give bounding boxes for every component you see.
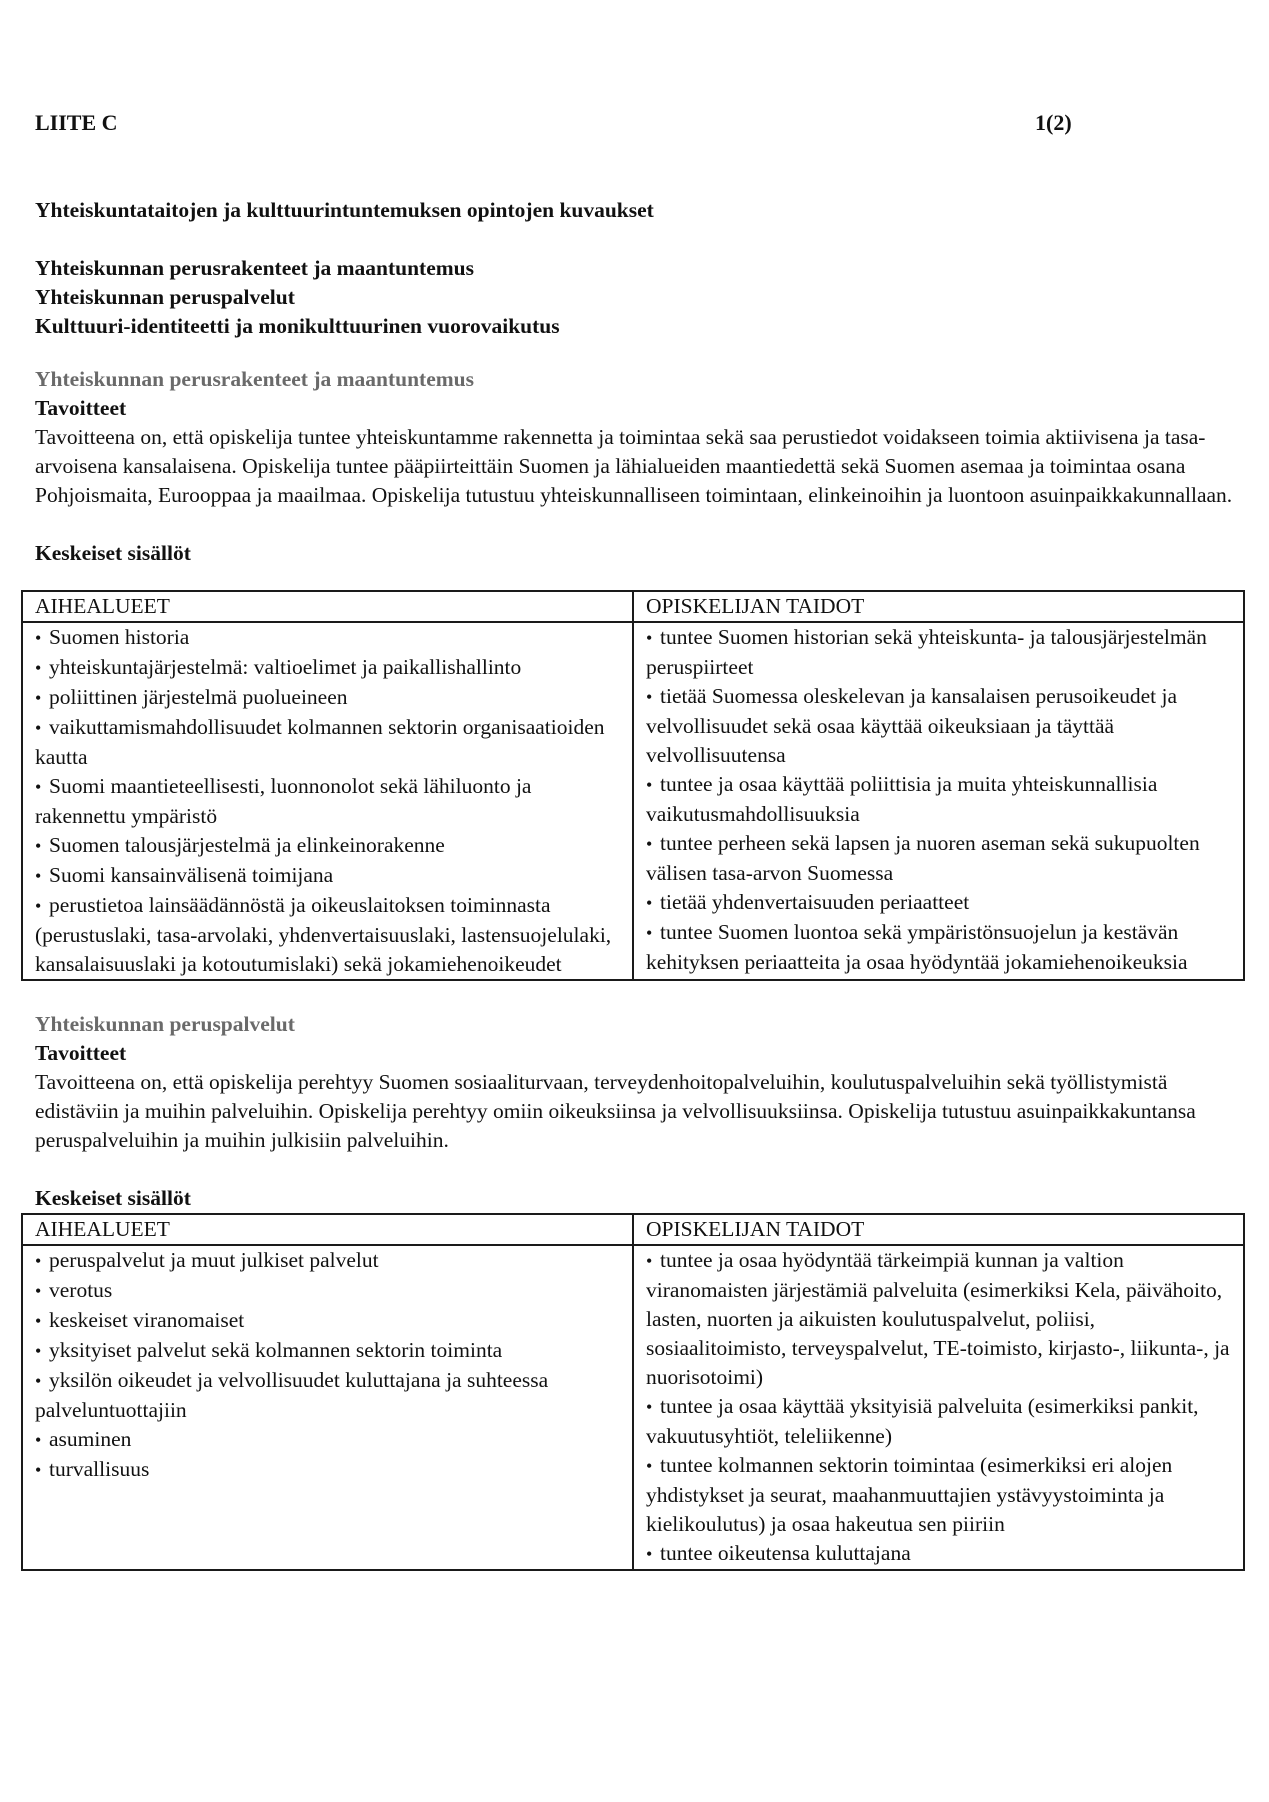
list-item: • Suomen talousjärjestelmä ja elinkeinorakenne <box>35 831 620 861</box>
list-item: • yksityiset palvelut sekä kolmannen sektorin toiminta <box>35 1336 620 1366</box>
column-header-topics: AIHEALUEET <box>22 591 633 622</box>
content-table-2 <box>21 1213 1245 1571</box>
course-list-item: Yhteiskunnan peruspalvelut <box>35 285 295 309</box>
skills-list <box>646 623 1231 977</box>
column-header-topics: AIHEALUEET <box>22 1214 633 1245</box>
list-item: • perustietoa lainsäädännöstä ja oikeuslaitoksen toiminnasta (perustuslaki, tasa-arvolaki, yhdenvertaisuuslaki, lastensuojelulaki, kansalaisuuslaki ja kotoutumislaki) sekä jokamiehenoikeudet <box>35 891 620 979</box>
skills-cell <box>633 1245 1244 1570</box>
skills-cell <box>633 622 1244 980</box>
topics-cell <box>22 1245 633 1570</box>
document-body <box>35 196 1240 1571</box>
course-list-item: Kulttuuri-identiteetti ja monikulttuurinen vuorovaikutus <box>35 314 560 338</box>
content-table-1 <box>21 590 1245 981</box>
goals-text: Tavoitteena on, että opiskelija perehtyy Suomen sosiaaliturvaan, terveydenhoitopalveluihin, koulutuspalveluihin sekä työllistymistä edistäviin ja muihin palveluihin. Opiskelija perehtyy omiin oikeuksiinsa ja velvollisuuksiinsa. Opiskelija tutustuu asuinpaikkakuntansa peruspalveluihin ja muihin julkisiin palveluihin. <box>35 1070 1196 1152</box>
list-item: • yhteiskuntajärjestelmä: valtioelimet ja paikallishallinto <box>35 653 620 683</box>
page-number: 1(2) <box>1035 110 1072 135</box>
content-heading: Keskeiset sisällöt <box>35 541 191 565</box>
list-item: • tuntee ja osaa käyttää poliittisia ja muita yhteiskunnallisia vaikutusmahdollisuuksia <box>646 770 1231 829</box>
section-title: Yhteiskunnan peruspalvelut <box>35 1012 295 1036</box>
topics-list <box>35 1246 620 1485</box>
table-header-row <box>22 591 1244 622</box>
column-header-skills: OPISKELIJAN TAIDOT <box>633 1214 1244 1245</box>
list-item: • tuntee ja osaa käyttää yksityisiä palveluita (esimerkiksi pankit, vakuutusyhtiöt, teleliikenne) <box>646 1392 1231 1451</box>
appendix-label: LIITE C <box>35 110 118 135</box>
course-list-item: Yhteiskunnan perusrakenteet ja maantuntemus <box>35 256 474 280</box>
list-item: • tuntee kolmannen sektorin toimintaa (esimerkiksi eri alojen yhdistykset ja seurat, maahanmuuttajien ystävyystoiminta ja kielikoulutus) ja osaa hakeutua sen piiriin <box>646 1451 1231 1539</box>
list-item: • vaikuttamismahdollisuudet kolmannen sektorin organisaatioiden kautta <box>35 713 620 772</box>
list-item: • tuntee Suomen luontoa sekä ympäristönsuojelun ja kestävän kehityksen periaatteita ja osaa hyödyntää jokamiehenoikeuksia <box>646 918 1231 977</box>
goals-heading: Tavoitteet <box>35 396 127 420</box>
content-heading: Keskeiset sisällöt <box>35 1186 191 1210</box>
list-item: • yksilön oikeudet ja velvollisuudet kuluttajana ja suhteessa palveluntuottajiin <box>35 1366 620 1425</box>
list-item: • asuminen <box>35 1425 620 1455</box>
table-row <box>22 622 1244 980</box>
main-title: Yhteiskuntataitojen ja kulttuurintuntemuksen opintojen kuvaukset <box>35 198 654 222</box>
list-item: • poliittinen järjestelmä puolueineen <box>35 683 620 713</box>
list-item: • tuntee ja osaa hyödyntää tärkeimpiä kunnan ja valtion viranomaisten järjestämiä palveluita (esimerkiksi Kela, päivähoito, lasten, nuorten ja aikuisten koulutuspalvelut, poliisi, sosiaalitoimisto, terveyspalvelut, TE-toimisto, kirjasto-, liikunta-, ja nuorisotoimi) <box>646 1246 1231 1392</box>
list-item: • Suomen historia <box>35 623 620 653</box>
list-item: • tuntee perheen sekä lapsen ja nuoren aseman sekä sukupuolten välisen tasa-arvon Suomessa <box>646 829 1231 888</box>
list-item: • turvallisuus <box>35 1455 620 1485</box>
list-item: • tuntee oikeutensa kuluttajana <box>646 1539 1231 1569</box>
column-header-skills: OPISKELIJAN TAIDOT <box>633 591 1244 622</box>
topics-cell <box>22 622 633 980</box>
list-item: • tuntee Suomen historian sekä yhteiskunta- ja talousjärjestelmän peruspiirteet <box>646 623 1231 682</box>
list-item: • tietää yhdenvertaisuuden periaatteet <box>646 888 1231 918</box>
list-item: • keskeiset viranomaiset <box>35 1306 620 1336</box>
list-item: • verotus <box>35 1276 620 1306</box>
topics-list <box>35 623 620 979</box>
goals-text: Tavoitteena on, että opiskelija tuntee yhteiskuntamme rakennetta ja toimintaa sekä saa perustiedot voidakseen toimia aktiivisena ja tasa-arvoisena kansalaisena. Opiskelija tuntee pääpiirteittäin Suomen ja lähialueiden maantiedettä sekä Suomen asemaa ja toimintaa osana Pohjoismaita, Eurooppaa ja maailmaa. Opiskelija tutustuu yhteiskunnalliseen toimintaan, elinkeinoihin ja luontoon asuinpaikkakunnallaan. <box>35 425 1233 507</box>
goals-heading: Tavoitteet <box>35 1041 127 1065</box>
list-item: • Suomi kansainvälisenä toimijana <box>35 861 620 891</box>
table-header-row <box>22 1214 1244 1245</box>
skills-list <box>646 1246 1231 1569</box>
course-list <box>35 254 1240 341</box>
list-item: • peruspalvelut ja muut julkiset palvelut <box>35 1246 620 1276</box>
section-title: Yhteiskunnan perusrakenteet ja maantuntemus <box>35 367 474 391</box>
list-item: • tietää Suomessa oleskelevan ja kansalaisen perusoikeudet ja velvollisuudet sekä osaa käyttää oikeuksiaan ja täyttää velvollisuutensa <box>646 682 1231 770</box>
list-item: • Suomi maantieteellisesti, luonnonolot sekä lähiluonto ja rakennettu ympäristö <box>35 772 620 831</box>
table-row <box>22 1245 1244 1570</box>
